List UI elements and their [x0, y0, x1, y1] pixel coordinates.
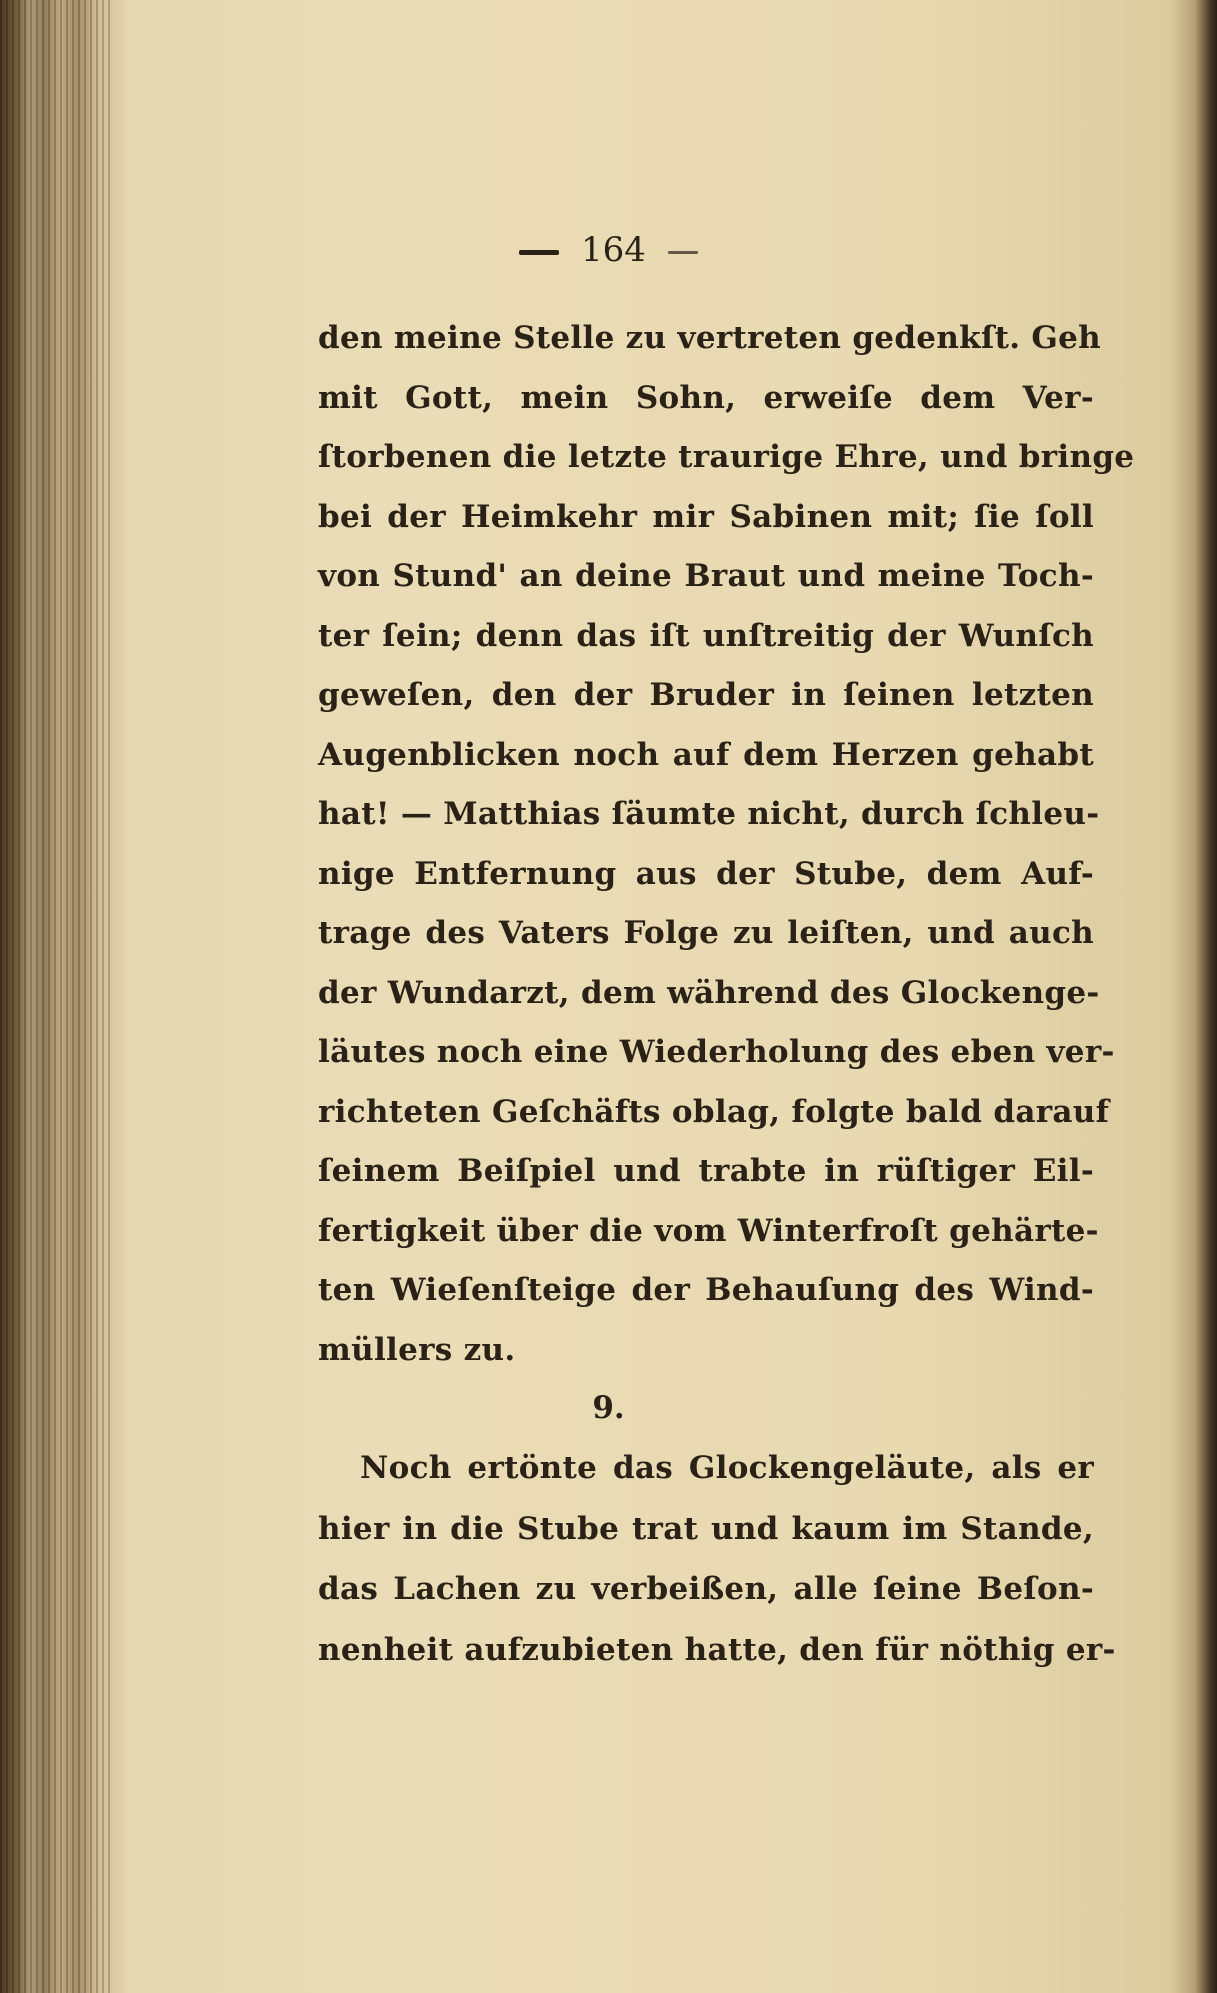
text-line: von Stund' an deine Braut und meine Toch- — [318, 558, 1094, 594]
page-number-text: 164 — [581, 230, 646, 270]
text-line: mit Gott, mein Sohn, erweiſe dem Ver- — [318, 379, 1094, 416]
text-line: ſtorbenen die letzte traurige Ehre, und bringe — [318, 439, 1135, 475]
text-line: hier in die Stube trat und kaum im Stande, — [318, 1510, 1094, 1547]
text-line: hat! — Matthias ſäumte nicht, durch ſchleu- — [318, 796, 1100, 832]
text-line: richteten Geſchäfts oblag, folgte bald darauf — [318, 1093, 1110, 1130]
dash-left — [519, 250, 559, 255]
text-line: trage des Vaters Folge zu leiſten, und auch — [318, 915, 1094, 951]
section-heading: 9. — [592, 1390, 625, 1426]
text-line: der Wundarzt, dem während des Glockenge- — [318, 974, 1100, 1011]
text-line: geweſen, den der Bruder in ſeinen letzten — [318, 677, 1094, 713]
dash-right — [668, 251, 698, 254]
text-line: Augenblicken noch auf dem Herzen gehabt — [318, 736, 1094, 773]
text-line: den meine Stelle zu vertreten gedenkſt. Geh — [318, 320, 1102, 356]
text-line: ten Wieſenſteige der Behauſung des Wind- — [318, 1272, 1094, 1308]
text-line: läutes noch eine Wiederholung des eben ver- — [318, 1034, 1115, 1070]
text-line: Noch ertönte das Glockengeläute, als er — [360, 1450, 1094, 1486]
page-stack-edge — [0, 0, 110, 1993]
text-line: bei der Heimkehr mir Sabinen mit; ſie ſoll — [318, 498, 1094, 535]
text-line: nige Entfernung aus der Stube, dem Auf- — [318, 855, 1094, 892]
text-line: ſeinem Beiſpiel und trabte in rüſtiger Eil- — [318, 1153, 1094, 1189]
text-line: müllers zu. — [318, 1331, 516, 1368]
page-number — [0, 230, 1217, 270]
text-line: ter ſein; denn das iſt unſtreitig der Wunſch — [318, 617, 1094, 654]
text-line: nenheit aufzubieten hatte, den für nöthig er- — [318, 1631, 1116, 1668]
text-line: fertigkeit über die vom Winterfroſt gehärte- — [318, 1212, 1099, 1249]
text-line: das Lachen zu verbeißen, alle ſeine Beſon- — [318, 1571, 1094, 1607]
